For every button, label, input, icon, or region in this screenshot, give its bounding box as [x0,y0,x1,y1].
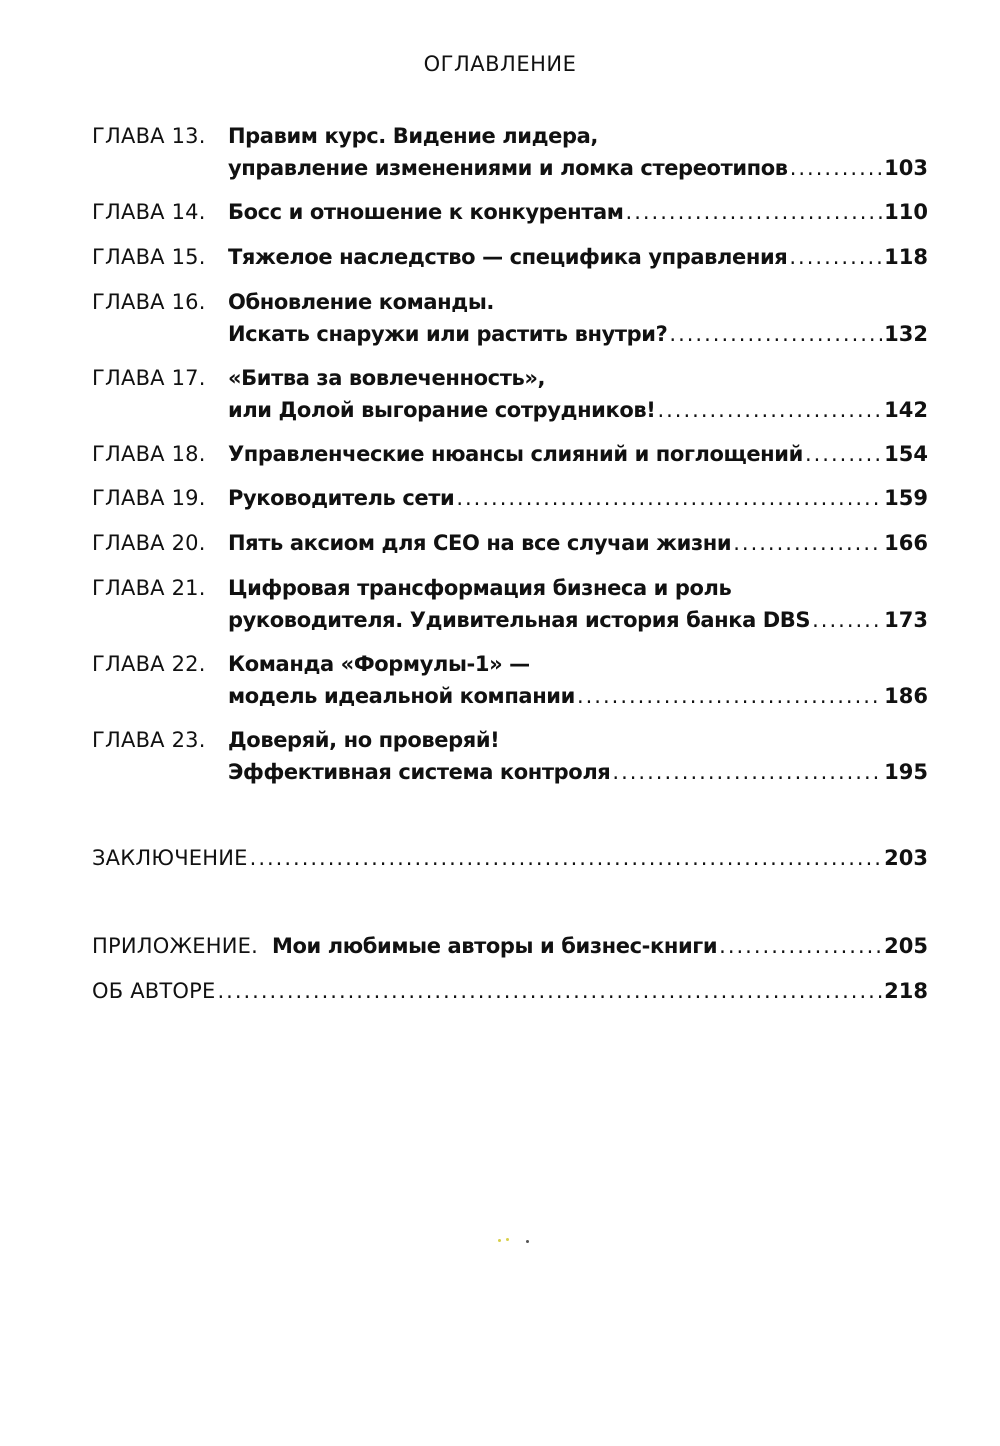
page-number: 173 [884,608,928,632]
page-number: 159 [884,486,928,510]
page-title: ОГЛАВЛЕНИЕ [423,52,577,76]
toc-entry-about-author[interactable] [92,979,928,1009]
chapter-label: ГЛАВА 19. [92,486,206,510]
toc-entry-chapter-16[interactable] [92,290,928,350]
toc-entry-chapter-17[interactable] [92,366,928,426]
page-number: 166 [884,531,928,555]
toc-entry-chapter-23[interactable] [92,728,928,788]
chapter-label: ГЛАВА 18. [92,442,206,466]
speck-dot [526,1240,529,1243]
chapter-title-last-line: Эффективная система контроля [228,760,611,784]
dot-leader [669,322,882,346]
dot-leader [789,245,882,269]
about-label: ОБ АВТОРЕ [92,979,216,1003]
dot-leader [790,156,882,180]
speck-dot [498,1239,501,1242]
appendix-label: ПРИЛОЖЕНИЕ. [92,934,259,958]
chapter-label: ГЛАВА 21. [92,576,206,600]
page-number: 142 [884,398,928,422]
chapter-title-last-line: Босс и отношение к конкурентам [228,200,624,224]
speck-dot [506,1238,509,1241]
dot-leader [812,608,882,632]
page-number: 110 [884,200,928,224]
dot-leader [719,934,882,958]
page-number: 195 [884,760,928,784]
toc-entry-chapter-18[interactable] [92,442,928,472]
page-number: 186 [884,684,928,708]
chapter-title-line: Правим курс. Видение лидера, [228,124,598,148]
chapter-label: ГЛАВА 20. [92,531,206,555]
chapter-label: ГЛАВА 16. [92,290,206,314]
toc-entry-chapter-22[interactable] [92,652,928,712]
chapter-label: ГЛАВА 22. [92,652,206,676]
chapter-title-row [228,200,928,224]
chapter-title-row [228,684,928,708]
page-number: 154 [884,442,928,466]
chapter-label: ГЛАВА 23. [92,728,206,752]
chapter-label: ГЛАВА 17. [92,366,206,390]
chapter-title-line: Команда «Формулы-1» — [228,652,530,676]
chapter-title-row [228,486,928,510]
chapter-title-last-line: Управленческие нюансы слияний и поглощений [228,442,803,466]
toc-entry-appendix[interactable] [92,934,928,964]
dot-leader [217,979,882,1003]
chapter-title-last-line: Пять аксиом для CEO на все случаи жизни [228,531,732,555]
toc-entry-chapter-20[interactable] [92,531,928,561]
conclusion-row [92,846,928,870]
chapter-title-last-line: модель идеальной компании [228,684,575,708]
chapter-title-line: Обновление команды. [228,290,494,314]
chapter-title-last-line: руководителя. Удивительная история банка DBS [228,608,811,632]
dot-leader [250,846,883,870]
chapter-label: ГЛАВА 14. [92,200,206,224]
chapter-title-last-line: Тяжелое наследство — специфика управления [228,245,788,269]
page-number: 103 [884,156,928,180]
chapter-title-line: Цифровая трансформация бизнеса и роль [228,576,732,600]
chapter-title-line: Доверяй, но проверяй! [228,728,500,752]
chapter-label: ГЛАВА 15. [92,245,206,269]
dot-leader [657,398,882,422]
toc-entry-chapter-19[interactable] [92,486,928,516]
chapter-title-line: «Битва за вовлеченность», [228,366,546,390]
chapter-title-last-line: Искать снаружи или растить внутри? [228,322,668,346]
page-number: 132 [884,322,928,346]
dot-leader [612,760,882,784]
dot-leader [626,200,883,224]
dot-leader [456,486,882,510]
chapter-title-row [228,531,928,555]
chapter-title-row [228,398,928,422]
toc-entry-chapter-14[interactable] [92,200,928,230]
dot-leader [805,442,882,466]
appendix-row [92,934,928,958]
conclusion-label: ЗАКЛЮЧЕНИЕ [92,846,248,870]
chapter-title-row [228,156,928,180]
dot-leader [733,531,882,555]
chapter-title-last-line: управление изменениями и ломка стереотипов [228,156,788,180]
appendix-title: Мои любимые авторы и бизнес-книги [272,934,718,958]
toc-entry-chapter-15[interactable] [92,245,928,275]
chapter-title-last-line: Руководитель сети [228,486,455,510]
page-number: 203 [884,846,928,870]
page-number: 218 [884,979,928,1003]
dot-leader [577,684,882,708]
toc-entry-chapter-21[interactable] [92,576,928,636]
about-row [92,979,928,1003]
chapter-label: ГЛАВА 13. [92,124,206,148]
toc-entry-conclusion[interactable] [92,846,928,876]
chapter-title-row [228,442,928,466]
chapter-title-row [228,245,928,269]
chapter-title-row [228,322,928,346]
toc-entry-chapter-13[interactable] [92,124,928,184]
chapter-title-row [228,760,928,784]
chapter-title-last-line: или Долой выгорание сотрудников! [228,398,656,422]
page-number: 118 [884,245,928,269]
chapter-title-row [228,608,928,632]
scan-specks [498,1238,538,1244]
page-number: 205 [884,934,928,958]
